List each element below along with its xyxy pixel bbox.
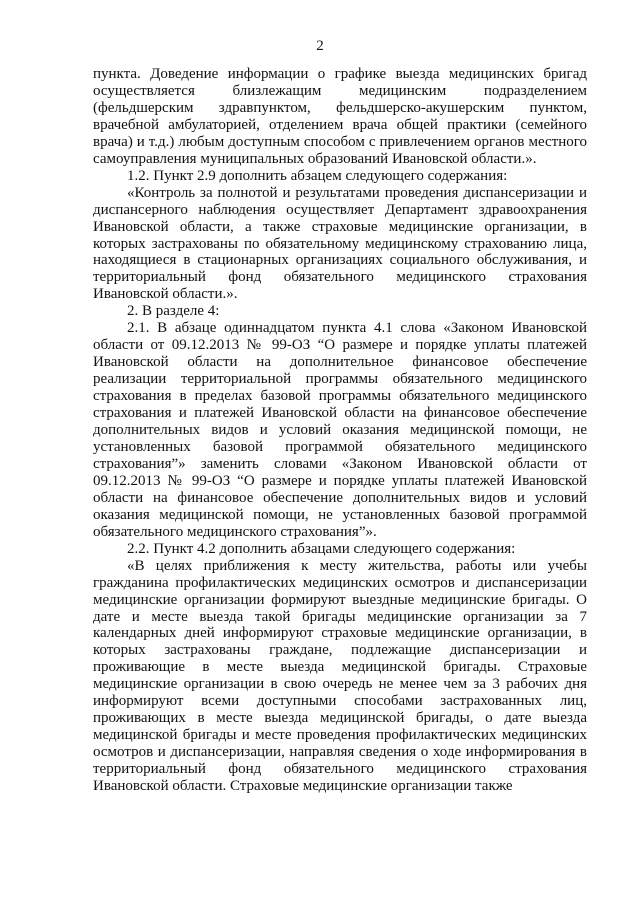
paragraph-5: 2.1. В абзаце одиннадцатом пункта 4.1 слова «Законом Ивановской области от 09.12.2013 № 99-ОЗ “О размере и порядке уплаты платежей Ивановской области на дополнительное финансовое обеспечение реализации территориальной программы обязательного медицинского страхования в пределах базовой программы обязательного медицинского страхования и платежей Ивановской области на финансовое обеспечение дополнительных видов и условий оказания медицинской помощи, не установленных базовой программой обязательного медицинского страхования”» заменить словами «Законом Ивановской области от 09.12.2013 № 99-ОЗ “О размере и порядке уплаты платежей Ивановской области на финансовое обеспечение дополнительных видов и условий оказания медицинской помощи, не установленных базовой программой обязательного медицинского страхования”». (93, 320, 587, 540)
page-number: 2 (316, 38, 324, 54)
paragraph-4: 2. В разделе 4: (127, 303, 220, 320)
paragraph-6: 2.2. Пункт 4.2 дополнить абзацами следующего содержания: (127, 540, 516, 557)
paragraph-1: пункта. Доведение информации о графике выезда медицинских бригад осуществляется близлежащим медицинским подразделением (фельдшерским здравпунктом, фельдшерско-акушерским пунктом, врачебной амбулаторией, отделением врача общей практики (семейного врача) и т.д.) любым доступным способом с привлечением органов местного самоуправления муниципальных образований Ивановской области.». (93, 66, 587, 167)
document-body (93, 66, 587, 795)
paragraph-2: 1.2. Пункт 2.9 дополнить абзацем следующего содержания: (127, 167, 508, 184)
paragraph-3: «Контроль за полнотой и результатами проведения диспансеризации и диспансерного наблюдения осуществляет Департамент здравоохранения Ивановской области, а также страховые медицинские организации, в которых застрахованы по обязательному медицинскому страхованию лица, находящиеся в стационарных организациях социального обслуживания, и территориальный фонд обязательного медицинского страхования Ивановской области.». (93, 184, 587, 303)
paragraph-7: «В целях приближения к месту жительства, работы или учебы гражданина профилактических медицинских осмотров и диспансеризации медицинские организации формируют выездные медицинские бригады. О дате и месте выезда такой бригады медицинские организации за 7 календарных дней информируют страховые медицинские организации, в которых застрахованы граждане, подлежащие диспансеризации и проживающие в месте выезда медицинской бригады. Страховые медицинские организации в свою очередь не менее чем за 3 рабочих дня информируют всеми доступными способами застрахованных лиц, проживающих в месте выезда медицинской бригады, о дате выезда медицинской бригады и месте проведения профилактических медицинских осмотров и диспансеризации, направляя сведения о ходе информирования в территориальный фонд обязательного медицинского страхования Ивановской области. Страховые медицинские организации также (93, 557, 587, 795)
